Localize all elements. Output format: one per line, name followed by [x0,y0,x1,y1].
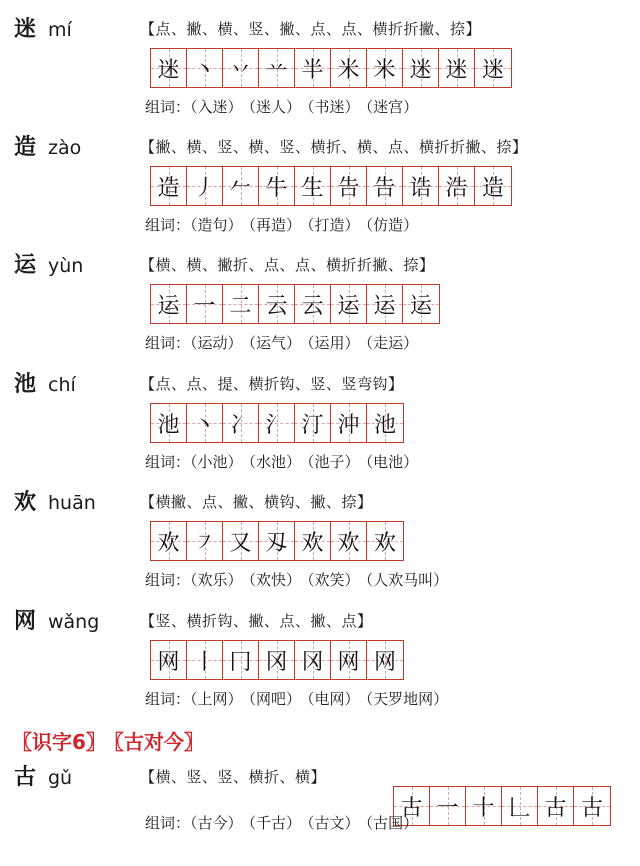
entry-words [145,214,424,236]
stroke-cell: 一 [430,787,466,825]
entry-char: 池 [14,372,37,397]
word-item: （欢笑） [307,571,360,589]
stroke-cell: 牛 [259,167,295,205]
words-label: 组词： [145,216,191,234]
word-item: （运用） [307,334,360,352]
word-item: （欢快） [248,571,302,589]
stroke-cell: 汀 [295,404,331,442]
stroke-cell: 二 [223,285,259,323]
stroke-cell: 运 [403,285,439,323]
stroke-cell: 冂 [223,641,259,679]
stroke-cell: 十 [466,787,502,825]
stroke-cell: 沖 [331,404,367,442]
stroke-cell: 运 [367,285,403,323]
entry-words [145,812,424,834]
stroke-cell: 池 [367,404,403,442]
entry-strokes: 【横撇、点、撇、横钩、撇、捺】 [140,493,373,511]
stroke-cell: 丶 [187,49,223,87]
stroke-cell: 米 [367,49,403,87]
entry-strokes: 【横、竖、竖、横折、横】 [140,768,327,786]
lesson-title: 〖古对今〗 [113,730,204,754]
stroke-cell: 告 [367,167,403,205]
stroke-cell: 丶 [187,404,223,442]
stroke-grid [150,521,404,561]
entry-pinyin: chí [48,374,76,396]
entry-strokes: 【横、横、撇折、点、点、横折折撇、捺】 [140,256,435,274]
stroke-cell: 浩 [439,167,475,205]
words-label: 组词： [145,814,191,832]
entry-pinyin: wǎng [48,611,100,633]
stroke-grid [150,48,512,88]
stroke-grid [393,786,611,826]
word-item: （池子） [307,453,360,471]
word-item: （古国） [365,814,419,832]
stroke-cell: 迷 [151,49,187,87]
stroke-cell: 迷 [475,49,511,87]
entry-3 [0,355,640,473]
stroke-grid [150,166,512,206]
entry-strokes: 【点、点、提、横折钩、竖、竖弯钩】 [140,375,404,393]
stroke-cell: 欢 [151,522,187,560]
entry-words [145,569,454,591]
words-label: 组词： [145,98,191,116]
stroke-cell: ㇇ [187,522,223,560]
stroke-cell: 云 [259,285,295,323]
word-item: （水池） [248,453,302,471]
stroke-cell: 丷 [223,49,259,87]
word-item: （欢乐） [190,571,243,589]
stroke-cell: 刄 [259,522,295,560]
stroke-cell: 冫 [223,404,259,442]
stroke-cell: 冈 [295,641,331,679]
stroke-cell: 欢 [331,522,367,560]
entry-pinyin: huān [48,492,96,514]
word-item: （千古） [248,814,302,832]
word-item: （古今） [190,814,243,832]
entry-strokes: 【撇、横、竖、横、竖、横折、横、点、横折折撇、捺】 [140,138,528,156]
stroke-grid [150,284,440,324]
words-label: 组词： [145,690,191,708]
stroke-cell: 网 [367,641,403,679]
word-item: （打造） [307,216,360,234]
stroke-cell: 云 [295,285,331,323]
word-item: （电网） [307,690,360,708]
stroke-cell: 半 [295,49,331,87]
stroke-cell: 丨 [187,641,223,679]
stroke-cell: 古 [394,787,430,825]
stroke-cell: 𠂉 [223,167,259,205]
entry-char: 古 [14,765,37,790]
entry-words [145,451,424,473]
word-item: （运气） [248,334,302,352]
word-item: （入迷） [190,98,243,116]
entry-gu [0,748,640,866]
word-item: （古文） [307,814,360,832]
word-item: （再造） [248,216,302,234]
stroke-cell: 冈 [259,641,295,679]
stroke-cell: 欢 [295,522,331,560]
word-item: （小池） [190,453,243,471]
word-item: （书迷） [307,98,360,116]
entry-2 [0,236,640,354]
entry-char: 迷 [14,17,37,42]
stroke-cell: 古 [538,787,574,825]
stroke-cell: 池 [151,404,187,442]
stroke-cell: 造 [475,167,511,205]
entry-words [145,688,454,710]
stroke-cell: 诰 [403,167,439,205]
stroke-cell: 造 [151,167,187,205]
stroke-cell: 丿 [187,167,223,205]
entry-char: 运 [14,253,37,278]
entry-words [145,332,424,354]
stroke-cell: 氵 [259,404,295,442]
word-item: （仿造） [365,216,419,234]
word-item: （人欢马叫） [365,571,449,589]
stroke-cell: 运 [151,285,187,323]
entry-pinyin: zào [48,137,82,159]
word-item: （网吧） [248,690,302,708]
stroke-cell: 运 [331,285,367,323]
stroke-cell: 网 [331,641,367,679]
stroke-cell: 迷 [439,49,475,87]
entry-1 [0,118,640,236]
entry-char: 造 [14,135,37,160]
stroke-cell: 古 [574,787,610,825]
word-item: （迷人） [248,98,302,116]
entry-pinyin: mí [48,19,72,41]
word-item: （上网） [190,690,243,708]
stroke-cell: 生 [295,167,331,205]
lesson-label: 〖识字6〗 [12,730,106,754]
stroke-grid [150,403,404,443]
stroke-cell: 告 [331,167,367,205]
entry-pinyin: yùn [48,255,84,277]
stroke-cell: 欢 [367,522,403,560]
entry-char: 网 [14,609,37,634]
entry-5 [0,592,640,710]
words-label: 组词： [145,334,191,352]
entry-strokes: 【竖、横折钩、撇、点、撇、点】 [140,612,373,630]
stroke-grid [150,640,404,680]
entry-words [145,96,424,118]
entry-char: 欢 [14,490,37,515]
word-item: （造句） [190,216,243,234]
word-item: （电池） [365,453,419,471]
word-item: （走运） [365,334,419,352]
entry-0 [0,0,640,118]
stroke-cell: 又 [223,522,259,560]
words-label: 组词： [145,453,191,471]
words-label: 组词： [145,571,191,589]
word-item: （迷宫） [365,98,419,116]
word-item: （天罗地网） [365,690,449,708]
stroke-cell: 䒑 [259,49,295,87]
entry-pinyin: gǔ [48,767,73,789]
stroke-cell: 米 [331,49,367,87]
stroke-cell: 迷 [403,49,439,87]
entry-strokes: 【点、撇、横、竖、撇、点、点、横折折撇、捺】 [140,20,482,38]
stroke-cell: 网 [151,641,187,679]
entry-4 [0,473,640,591]
stroke-cell: 一 [187,285,223,323]
word-item: （运动） [190,334,243,352]
stroke-cell: 𠃊 [502,787,538,825]
